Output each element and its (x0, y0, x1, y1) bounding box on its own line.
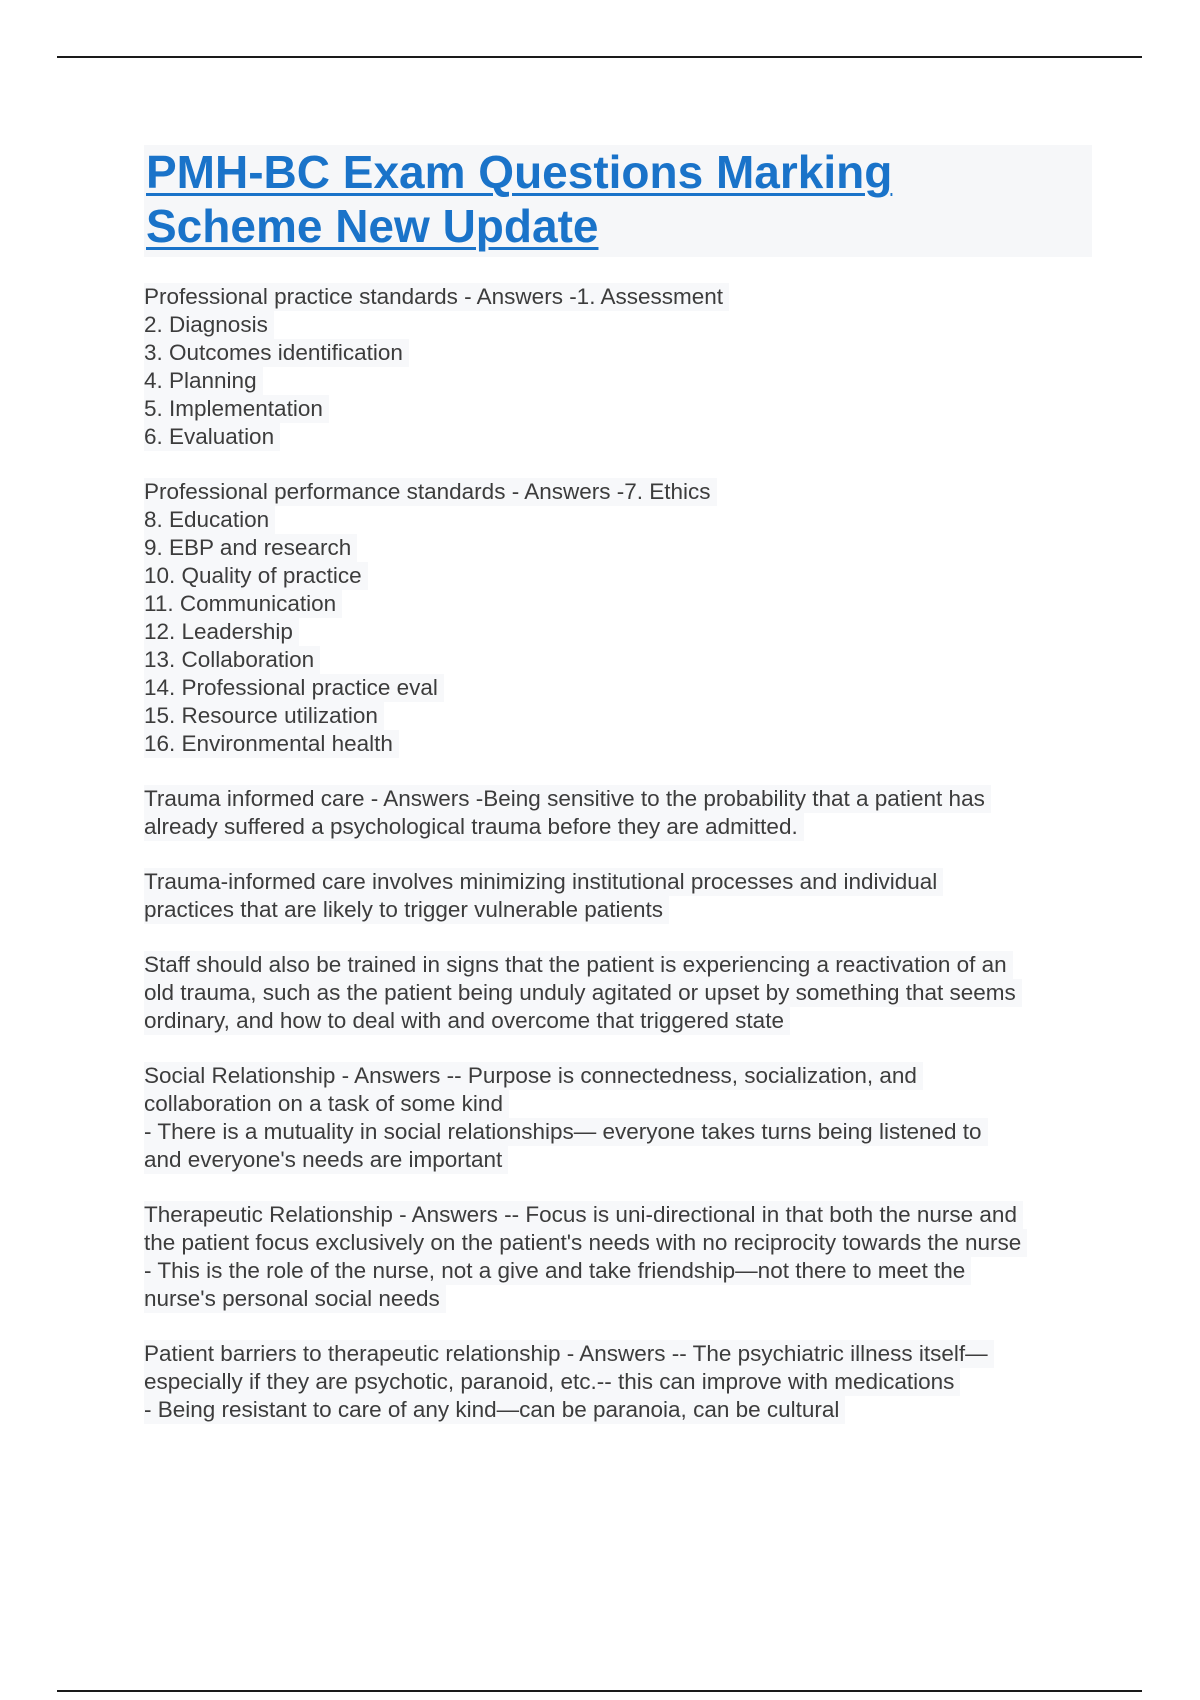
qa-blocks (144, 283, 1092, 1424)
text-line-content: 8. Education (144, 506, 275, 534)
text-line-content: - Being resistant to care of any kind—can be paranoia, can be cultural (144, 1396, 845, 1424)
text-line-content: 16. Environmental health (144, 730, 399, 758)
text-line (144, 1007, 1092, 1035)
text-line (144, 674, 1092, 702)
text-line (144, 1146, 1092, 1174)
text-line-content: Trauma-informed care involves minimizing institutional processes and individual (144, 868, 943, 896)
text-line-content: practices that are likely to trigger vulnerable patients (144, 896, 669, 924)
text-line (144, 646, 1092, 674)
text-line (144, 702, 1092, 730)
text-line-content: old trauma, such as the patient being unduly agitated or upset by something that seems (144, 979, 1022, 1007)
text-line (144, 562, 1092, 590)
text-line (144, 896, 1092, 924)
text-line-content: the patient focus exclusively on the patient's needs with no reciprocity towards the nurse (144, 1229, 1027, 1257)
text-line-content: collaboration on a task of some kind (144, 1090, 509, 1118)
text-line-content: 11. Communication (144, 590, 342, 618)
text-line-content: 15. Resource utilization (144, 702, 384, 730)
text-line (144, 868, 1092, 896)
qa-block (144, 785, 1092, 841)
text-line (144, 1229, 1092, 1257)
text-line (144, 283, 1092, 311)
bottom-rule (57, 1690, 1142, 1692)
text-line (144, 618, 1092, 646)
qa-block (144, 1201, 1092, 1313)
text-line-content: Professional performance standards - Answers -7. Ethics (144, 478, 717, 506)
text-line-content: especially if they are psychotic, paranoid, etc.-- this can improve with medications (144, 1368, 960, 1396)
text-line-content: Therapeutic Relationship - Answers -- Focus is uni-directional in that both the nurse and (144, 1201, 1023, 1229)
text-line-content: already suffered a psychological trauma before they are admitted. (144, 813, 804, 841)
text-line (144, 395, 1092, 423)
top-rule (57, 56, 1142, 58)
text-line-content: 2. Diagnosis (144, 311, 274, 339)
text-line-content: 4. Planning (144, 367, 263, 395)
text-line-content: Social Relationship - Answers -- Purpose is connectedness, socialization, and (144, 1062, 923, 1090)
text-line (144, 339, 1092, 367)
title-line: Scheme New Update (146, 200, 599, 252)
text-line (144, 367, 1092, 395)
title-line: PMH-BC Exam Questions Marking (146, 146, 893, 198)
text-line (144, 979, 1092, 1007)
text-line-content: Patient barriers to therapeutic relationship - Answers -- The psychiatric illness itself— (144, 1340, 994, 1368)
qa-block (144, 283, 1092, 451)
text-line (144, 1368, 1092, 1396)
text-line-content: nurse's personal social needs (144, 1285, 446, 1313)
text-line (144, 506, 1092, 534)
text-line (144, 1090, 1092, 1118)
text-line (144, 1257, 1092, 1285)
text-line-content: 6. Evaluation (144, 423, 280, 451)
text-line (144, 1396, 1092, 1424)
text-line-content: - There is a mutuality in social relationships— everyone takes turns being listened to (144, 1118, 988, 1146)
text-line-content: and everyone's needs are important (144, 1146, 508, 1174)
text-line (144, 951, 1092, 979)
text-line (144, 1340, 1092, 1368)
text-line (144, 311, 1092, 339)
qa-block (144, 478, 1092, 758)
text-line (144, 478, 1092, 506)
text-line-content: Trauma informed care - Answers -Being sensitive to the probability that a patient has (144, 785, 991, 813)
text-line-content: 5. Implementation (144, 395, 329, 423)
text-line-content: Staff should also be trained in signs that the patient is experiencing a reactivation of an (144, 951, 1013, 979)
document-body (144, 145, 1092, 1451)
text-line (144, 1062, 1092, 1090)
text-line (144, 813, 1092, 841)
text-line-content: - This is the role of the nurse, not a give and take friendship—not there to meet the (144, 1257, 971, 1285)
text-line-content: 3. Outcomes identification (144, 339, 409, 367)
text-line (144, 1285, 1092, 1313)
qa-block (144, 1340, 1092, 1424)
qa-block (144, 951, 1092, 1035)
text-line (144, 590, 1092, 618)
document-title-link[interactable] (146, 145, 1092, 253)
text-line (144, 730, 1092, 758)
text-line-content: 13. Collaboration (144, 646, 320, 674)
text-line-content: 14. Professional practice eval (144, 674, 444, 702)
text-line (144, 1118, 1092, 1146)
qa-block (144, 1062, 1092, 1174)
text-line-content: 9. EBP and research (144, 534, 357, 562)
text-line-content: Professional practice standards - Answers -1. Assessment (144, 283, 729, 311)
text-line (144, 1201, 1092, 1229)
text-line-content: 12. Leadership (144, 618, 299, 646)
text-line-content: 10. Quality of practice (144, 562, 368, 590)
qa-block (144, 868, 1092, 924)
text-line-content: ordinary, and how to deal with and overcome that triggered state (144, 1007, 790, 1035)
text-line (144, 785, 1092, 813)
text-line (144, 423, 1092, 451)
title-box (144, 145, 1092, 257)
text-line (144, 534, 1092, 562)
